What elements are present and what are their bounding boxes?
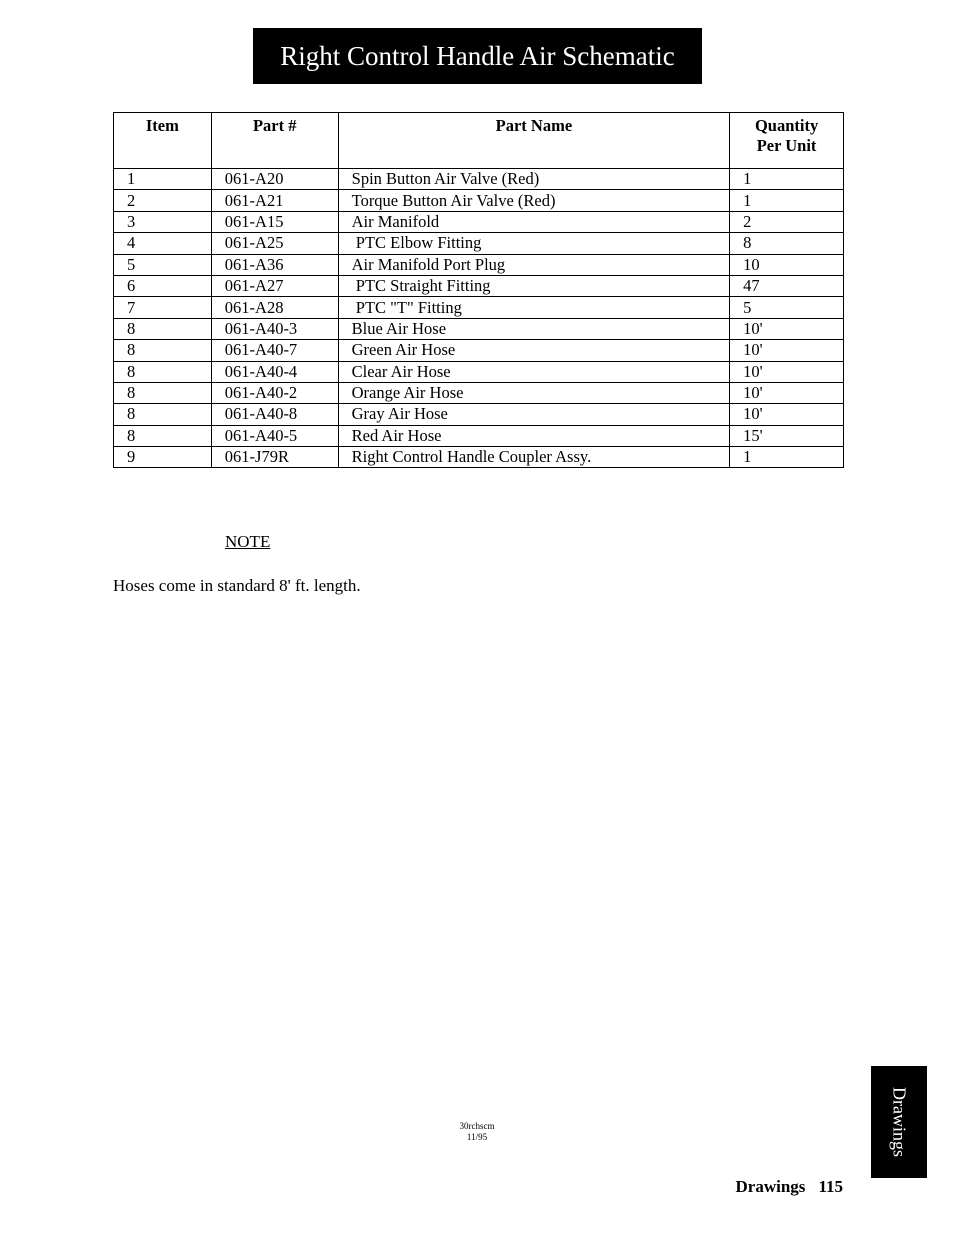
cell-quantity: 10 [730, 254, 844, 275]
table-row [114, 211, 844, 232]
cell-part-name: Air Manifold Port Plug [338, 254, 730, 275]
section-side-tab [871, 1066, 927, 1178]
cell-quantity: 1 [730, 169, 844, 190]
note-text: Hoses come in standard 8' ft. length. [113, 576, 361, 595]
cell-quantity: 10' [730, 361, 844, 382]
cell-part-number: 061-A40-4 [211, 361, 338, 382]
cell-quantity: 10' [730, 382, 844, 403]
table-row [114, 169, 844, 190]
cell-quantity: 2 [730, 211, 844, 232]
table-row [114, 254, 844, 275]
side-tab-label: Drawings [889, 1087, 910, 1157]
header-part-name: Part Name [338, 113, 730, 169]
header-quantity-line2: Per Unit [756, 136, 817, 155]
cell-part-number: 061-A25 [211, 233, 338, 254]
table-row [114, 340, 844, 361]
table-row [114, 425, 844, 446]
table-row [114, 318, 844, 339]
cell-item: 8 [114, 382, 212, 403]
cell-part-name: PTC Straight Fitting [338, 275, 730, 296]
cell-quantity: 47 [730, 275, 844, 296]
page-title-banner [253, 28, 702, 84]
header-quantity [730, 113, 844, 169]
cell-quantity: 15' [730, 425, 844, 446]
table-row [114, 404, 844, 425]
table-row [114, 233, 844, 254]
cell-quantity: 8 [730, 233, 844, 254]
cell-quantity: 1 [730, 190, 844, 211]
cell-item: 9 [114, 447, 212, 468]
cell-part-name: Green Air Hose [338, 340, 730, 361]
cell-part-number: 061-A40-5 [211, 425, 338, 446]
cell-part-name: PTC "T" Fitting [338, 297, 730, 318]
cell-part-number: 061-A28 [211, 297, 338, 318]
drawing-code: 30rchscm [459, 1121, 495, 1131]
cell-part-name: Red Air Hose [338, 425, 730, 446]
cell-part-name: Torque Button Air Valve (Red) [338, 190, 730, 211]
table-row [114, 382, 844, 403]
cell-quantity: 1 [730, 447, 844, 468]
cell-item: 2 [114, 190, 212, 211]
cell-part-name: Gray Air Hose [338, 404, 730, 425]
page-number: 115 [818, 1177, 843, 1196]
header-quantity-line1: Quantity [754, 116, 819, 135]
cell-item: 3 [114, 211, 212, 232]
cell-part-name: Orange Air Hose [338, 382, 730, 403]
table-header-row [114, 113, 844, 169]
cell-item: 8 [114, 425, 212, 446]
cell-part-number: 061-A27 [211, 275, 338, 296]
cell-part-number: 061-A40-3 [211, 318, 338, 339]
cell-part-name: Right Control Handle Coupler Assy. [338, 447, 730, 468]
footer-section: Drawings [735, 1177, 806, 1196]
cell-item: 5 [114, 254, 212, 275]
note-label: NOTE [225, 532, 271, 551]
cell-part-number: 061-A15 [211, 211, 338, 232]
cell-quantity: 10' [730, 318, 844, 339]
cell-part-name: Blue Air Hose [338, 318, 730, 339]
table-row [114, 190, 844, 211]
table-row [114, 275, 844, 296]
cell-item: 8 [114, 404, 212, 425]
header-item: Item [114, 113, 212, 169]
cell-quantity: 10' [730, 404, 844, 425]
cell-item: 1 [114, 169, 212, 190]
table-row [114, 447, 844, 468]
cell-item: 6 [114, 275, 212, 296]
drawing-date: 11/95 [466, 1132, 488, 1142]
cell-part-number: 061-J79R [211, 447, 338, 468]
cell-item: 8 [114, 318, 212, 339]
cell-item: 4 [114, 233, 212, 254]
parts-table [113, 112, 844, 468]
cell-part-name: Clear Air Hose [338, 361, 730, 382]
cell-part-number: 061-A40-2 [211, 382, 338, 403]
cell-part-name: Air Manifold [338, 211, 730, 232]
cell-part-number: 061-A20 [211, 169, 338, 190]
parts-table-body [114, 169, 844, 468]
header-part-number: Part # [211, 113, 338, 169]
cell-quantity: 5 [730, 297, 844, 318]
cell-part-number: 061-A40-8 [211, 404, 338, 425]
cell-part-number: 061-A21 [211, 190, 338, 211]
cell-part-number: 061-A40-7 [211, 340, 338, 361]
cell-item: 8 [114, 361, 212, 382]
cell-item: 7 [114, 297, 212, 318]
cell-part-name: PTC Elbow Fitting [338, 233, 730, 254]
cell-part-name: Spin Button Air Valve (Red) [338, 169, 730, 190]
page-title: Right Control Handle Air Schematic [280, 40, 675, 71]
cell-quantity: 10' [730, 340, 844, 361]
page-footer [736, 1177, 843, 1197]
table-row [114, 361, 844, 382]
table-row [114, 297, 844, 318]
cell-part-number: 061-A36 [211, 254, 338, 275]
cell-item: 8 [114, 340, 212, 361]
